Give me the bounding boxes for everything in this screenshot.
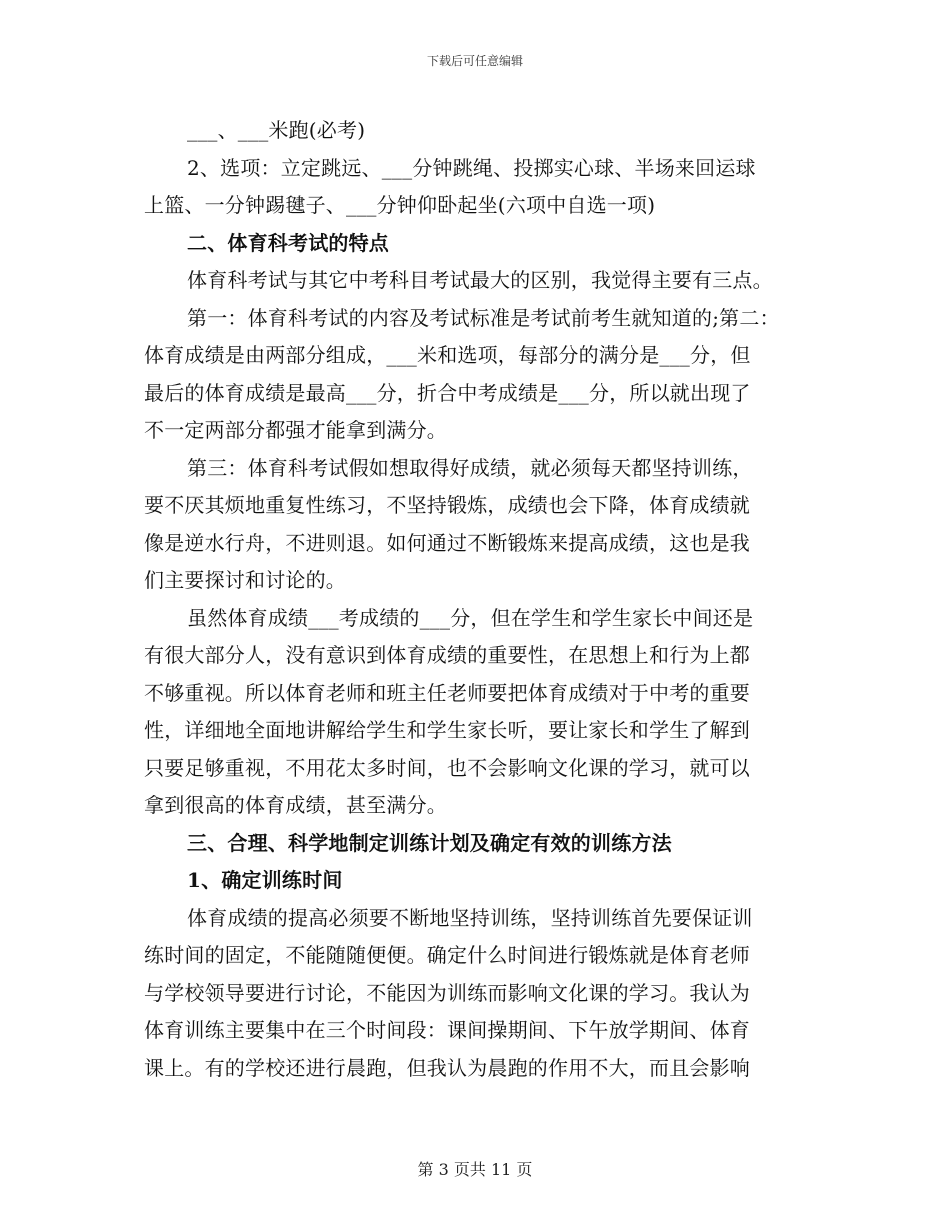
paragraph-line: 与学校领导要进行讨论，不能因为训练而影响文化课的学习。我认为: [144, 980, 750, 1005]
paragraph-line: 性，详细地全面地讲解给学生和学生家长听，要让家长和学生了解到: [144, 718, 750, 742]
paragraph-line: 2、选项：立定跳远、___分钟跳绳、投掷实心球、半场来回运球: [187, 155, 756, 180]
paragraph-line: 体育训练主要集中在三个时间段：课间操期间、下午放学期间、体育: [144, 1018, 750, 1042]
paragraph-line: ___、___米跑(必考): [187, 118, 366, 142]
paragraph-line: 第三：体育科考试假如想取得好成绩，就必须每天都坚持训练，: [187, 455, 753, 480]
paragraph-line: 体育科考试与其它中考科目考试最大的区别，我觉得主要有三点。: [187, 268, 773, 292]
paragraph-line: 像是逆水行舟，不进则退。如何通过不断锻炼来提高成绩，这也是我: [144, 530, 750, 555]
page-footer: 第 3 页共 11 页: [417, 1160, 533, 1179]
paragraph-line: 有很大部分人，没有意识到体育成绩的重要性，在思想上和行为上都: [144, 643, 750, 667]
paragraph-line: 上篮、一分钟踢毽子、___分钟仰卧起坐(六项中自选一项): [144, 193, 656, 217]
paragraph-line: 第一：体育科考试的内容及考试标准是考试前考生就知道的;第二：: [187, 305, 780, 330]
paragraph-line: 不够重视。所以体育老师和班主任老师要把体育成绩对于中考的重要: [144, 680, 750, 705]
paragraph-line: 体育成绩的提高必须要不断地坚持训练，坚持训练首先要保证训: [187, 905, 753, 930]
paragraph-line: 体育成绩是由两部分组成，___米和选项，每部分的满分是___分，但: [144, 343, 751, 367]
paragraph-line: 们主要探讨和讨论的。: [144, 568, 346, 592]
document-body: [144, 112, 809, 1087]
paragraph-line: 要不厌其烦地重复性练习，不坚持锻炼，成绩也会下降，体育成绩就: [144, 493, 750, 517]
section-heading: 二、体育科考试的特点: [187, 230, 389, 255]
paragraph-line: 只要足够重视，不用花太多时间，也不会影响文化课的学习，就可以: [144, 755, 750, 780]
page-header: 下载后可任意编辑: [426, 54, 523, 68]
paragraph-line: 虽然体育成绩___考成绩的___分，但在学生和学生家长中间还是: [187, 605, 754, 630]
paragraph-line: 课上。有的学校还进行晨跑，但我认为晨跑的作用不大，而且会影响: [144, 1055, 750, 1080]
paragraph-line: 不一定两部分都强才能拿到满分。: [144, 418, 447, 442]
paragraph-line: 拿到很高的体育成绩，甚至满分。: [144, 793, 447, 817]
paragraph-line: 最后的体育成绩是最高___分，折合中考成绩是___分，所以就出现了: [144, 380, 751, 405]
section-heading: 三、合理、科学地制定训练计划及确定有效的训练方法: [187, 830, 672, 855]
subsection-heading: 1、确定训练时间: [187, 868, 343, 892]
paragraph-line: 练时间的固定，不能随随便便。确定什么时间进行锻炼就是体育老师: [144, 943, 750, 967]
